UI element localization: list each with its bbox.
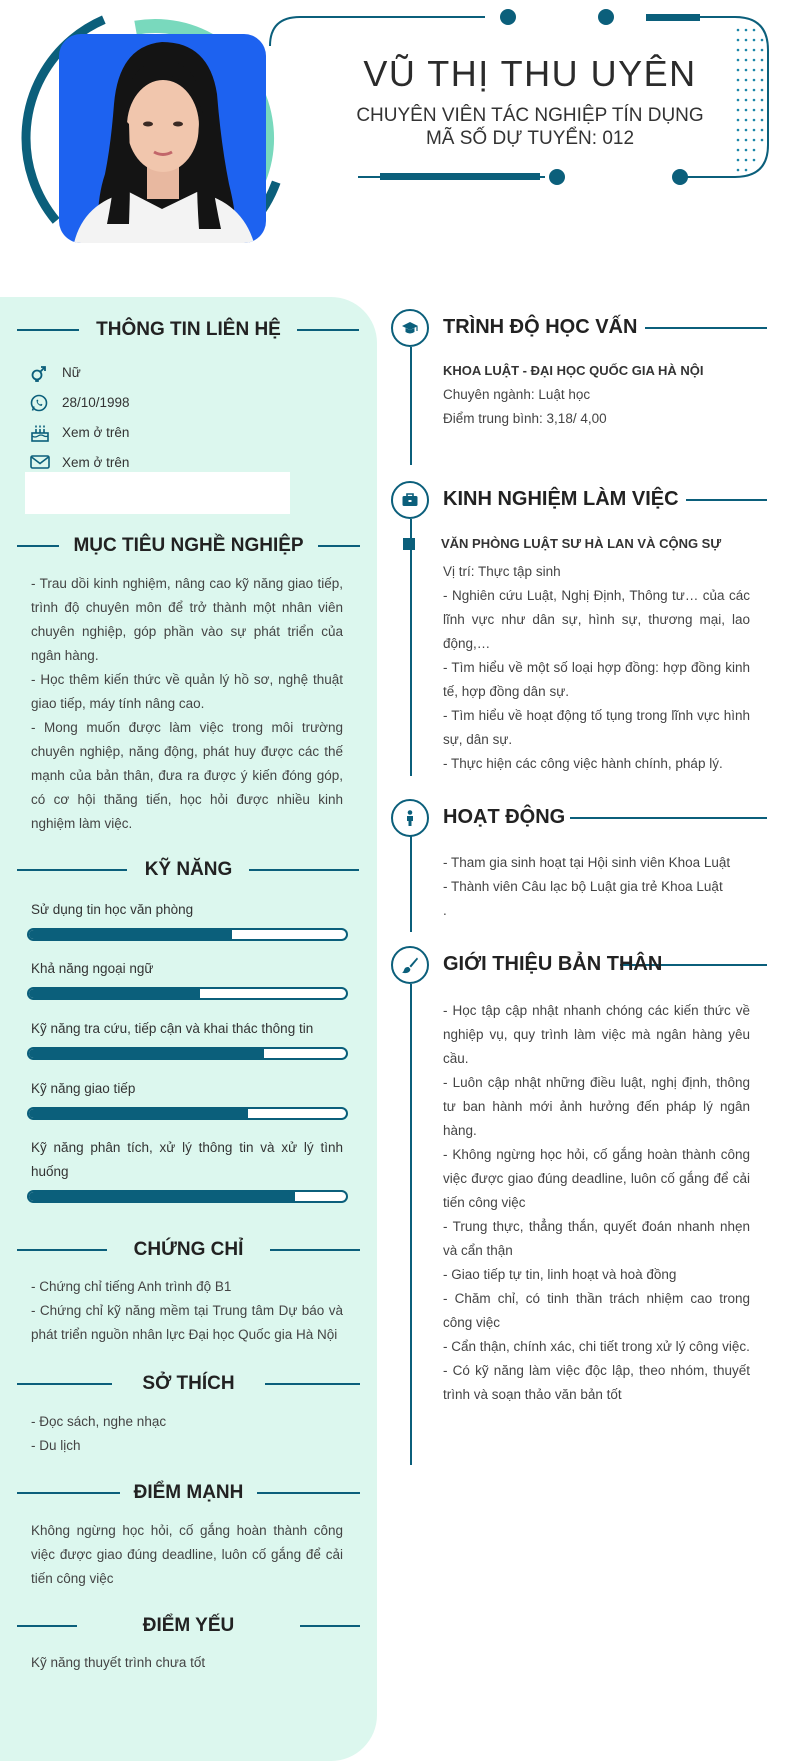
skill-label: Kỹ năng phân tích, xử lý thông tin và xử lý tình huống — [31, 1140, 343, 1179]
hobbies-text: - Đọc sách, nghe nhạc - Du lịch — [31, 1414, 167, 1453]
education-school: KHOA LUẬT - ĐẠI HỌC QUỐC GIA HÀ NỘI — [443, 363, 704, 378]
strengths-text: Không ngừng học hỏi, cố gắng hoàn thành công việc được giao đúng deadline, luôn cố gắng để cải tiến công việc — [31, 1523, 343, 1586]
skill-bar-fill — [29, 1049, 264, 1058]
about-text: - Học tập cập nhật nhanh chóng các kiến thức về nghiệp vụ, quy trình làm việc mà ngân hàng yêu cầu. - Luôn cập nhật những điều luật, nghị định, thông tư ban hành mới ảnh hưởng đến pháp lý ngân hàng. - Không ngừng học hỏi, cố gắng hoàn thành công việc được giao đúng deadline, luôn cố gắng để cải tiến công việc - Trung thực, thẳng thắn, quyết đoán nhanh nhẹn và cẩn thận - Giao tiếp tự tin, linh hoạt và hoà đồng - Chăm chỉ, có tinh thần trách nhiệm cao trong công việc - Cẩn thận, chính xác, chi tiết trong xử lý công việc. - Có kỹ năng làm việc độc lập, theo nhóm, thuyết trình và soạn thảo văn bản tốt — [443, 1003, 750, 1402]
timeline-line — [410, 519, 412, 776]
contact-blank-box — [25, 472, 290, 514]
skill-bar — [27, 928, 348, 941]
skill-label: Khả năng ngoại ngữ — [31, 961, 154, 976]
gender-icon — [30, 364, 48, 382]
certificates-section-title: CHỨNG CHỈ — [133, 1239, 244, 1260]
contact-section-title: THÔNG TIN LIÊN HỆ — [96, 319, 281, 340]
skill-label: Sử dụng tin học văn phòng — [31, 902, 194, 917]
weaknesses-text: Kỹ năng thuyết trình chưa tốt — [31, 1655, 206, 1670]
hobbies-section-title: SỞ THÍCH — [142, 1373, 235, 1394]
skill-bar — [27, 1190, 348, 1203]
about-section-title: GIỚI THIỆU BẢN THÂN — [443, 953, 663, 975]
skills-section-title: KỸ NĂNG — [144, 859, 233, 880]
skill-bar-fill — [29, 1192, 295, 1201]
contact-section-header — [0, 315, 377, 345]
profile-photo — [59, 34, 266, 243]
email-icon — [30, 454, 50, 470]
experience-icon-badge — [391, 481, 429, 519]
briefcase-icon — [401, 491, 419, 509]
candidate-position: CHUYÊN VIÊN TÁC NGHIỆP TÍN DỤNG — [356, 105, 704, 126]
certificates-text: - Chứng chỉ tiếng Anh trình độ B1 - Chứng chỉ kỹ năng mềm tại Trung tâm Dự báo và phát triển nguồn nhân lực Đại học Quốc gia Hà Nội — [31, 1279, 343, 1342]
timeline-line — [410, 347, 412, 465]
timeline-line — [410, 984, 412, 1465]
objective-text: - Trau dồi kinh nghiệm, nâng cao kỹ năng giao tiếp, trình độ chuyên môn để trở thành một nhân viên chuyên nghiệp, góp phần vào sự phát triển của ngân hàng. - Học thêm kiến thức về quản lý hồ sơ, nghệ thuật giao tiếp, máy tính nâng cao. - Mong muốn được làm việc trong môi trường chuyên nghiệp, năng động, phát huy được các thế mạnh của bản thân, đưa ra được ý kiến đóng góp, có cơ hội thăng tiến, học hỏi được nhiều kinh nghiệm làm việc. — [31, 576, 343, 831]
skill-bar-fill — [29, 930, 232, 939]
email-value: Xem ở trên — [62, 455, 130, 470]
weaknesses-section-header — [0, 1611, 377, 1641]
hobbies-section-header — [0, 1369, 377, 1399]
activities-text: - Tham gia sinh hoạt tại Hội sinh viên Khoa Luật - Thành viên Câu lạc bộ Luật gia trẻ Khoa Luật . — [443, 855, 731, 918]
education-section-title: TRÌNH ĐỘ HỌC VẤN — [443, 316, 638, 338]
skill-label: Kỹ năng tra cứu, tiếp cận và khai thác thông tin — [31, 1021, 314, 1036]
section-rule — [645, 327, 767, 329]
education-major: Chuyên ngành: Luật học — [443, 387, 591, 402]
about-icon-badge — [391, 946, 429, 984]
education-icon-badge — [391, 309, 429, 347]
experience-section-title: KINH NGHIỆM LÀM VIỆC — [443, 488, 679, 510]
skills-section-header — [0, 855, 377, 885]
activities-section-title: HOẠT ĐỘNG — [443, 806, 566, 828]
experience-text: Vị trí: Thực tập sinh - Nghiên cứu Luật, Nghị Định, Thông tư… của các lĩnh vực như dân sự, hình sự, thương mại, lao động,… - Tìm hiểu về một số loại hợp đồng: hợp đồng kinh tế, hợp đồng dân sự. - Tìm hiểu về hoạt động tố tụng trong lĩnh vực hình sự, dân sự. - Thực hiện các công việc hành chính, pháp lý. — [443, 564, 750, 771]
skill-bar-fill — [29, 1109, 248, 1118]
person-icon — [401, 809, 419, 827]
skill-bar-fill — [29, 989, 200, 998]
objective-section-title: MỤC TIÊU NGHỀ NGHIỆP — [73, 535, 304, 556]
phone-whatsapp-icon — [30, 394, 48, 412]
timeline-line — [410, 836, 412, 932]
weaknesses-section-title: ĐIỂM YẾU — [142, 1615, 235, 1636]
paint-brush-icon — [401, 956, 419, 974]
birthday-cake-icon — [30, 424, 50, 442]
skill-bar — [27, 1047, 348, 1060]
activities-icon-badge — [391, 799, 429, 837]
experience-bullet — [403, 538, 415, 550]
objective-section-header — [0, 531, 377, 561]
strengths-section-header — [0, 1478, 377, 1508]
phone-value: Xem ở trên — [62, 425, 130, 440]
experience-company: VĂN PHÒNG LUẬT SƯ HÀ LAN VÀ CỘNG SỰ — [441, 536, 722, 551]
skill-label: Kỹ năng giao tiếp — [31, 1081, 136, 1096]
graduation-cap-icon — [401, 319, 419, 337]
section-rule — [686, 499, 767, 501]
section-rule — [570, 817, 767, 819]
certificates-section-header — [0, 1235, 377, 1265]
candidate-name: VŨ THỊ THU UYÊN — [363, 53, 697, 94]
education-gpa: Điểm trung bình: 3,18/ 4,00 — [443, 411, 607, 426]
skill-bar — [27, 987, 348, 1000]
strengths-section-title: ĐIỂM MẠNH — [133, 1482, 244, 1503]
gender-value: Nữ — [62, 365, 81, 380]
candidate-code: MÃ SỐ DỰ TUYỂN: 012 — [425, 128, 635, 149]
birthday-value: 28/10/1998 — [62, 395, 130, 410]
skill-bar — [27, 1107, 348, 1120]
